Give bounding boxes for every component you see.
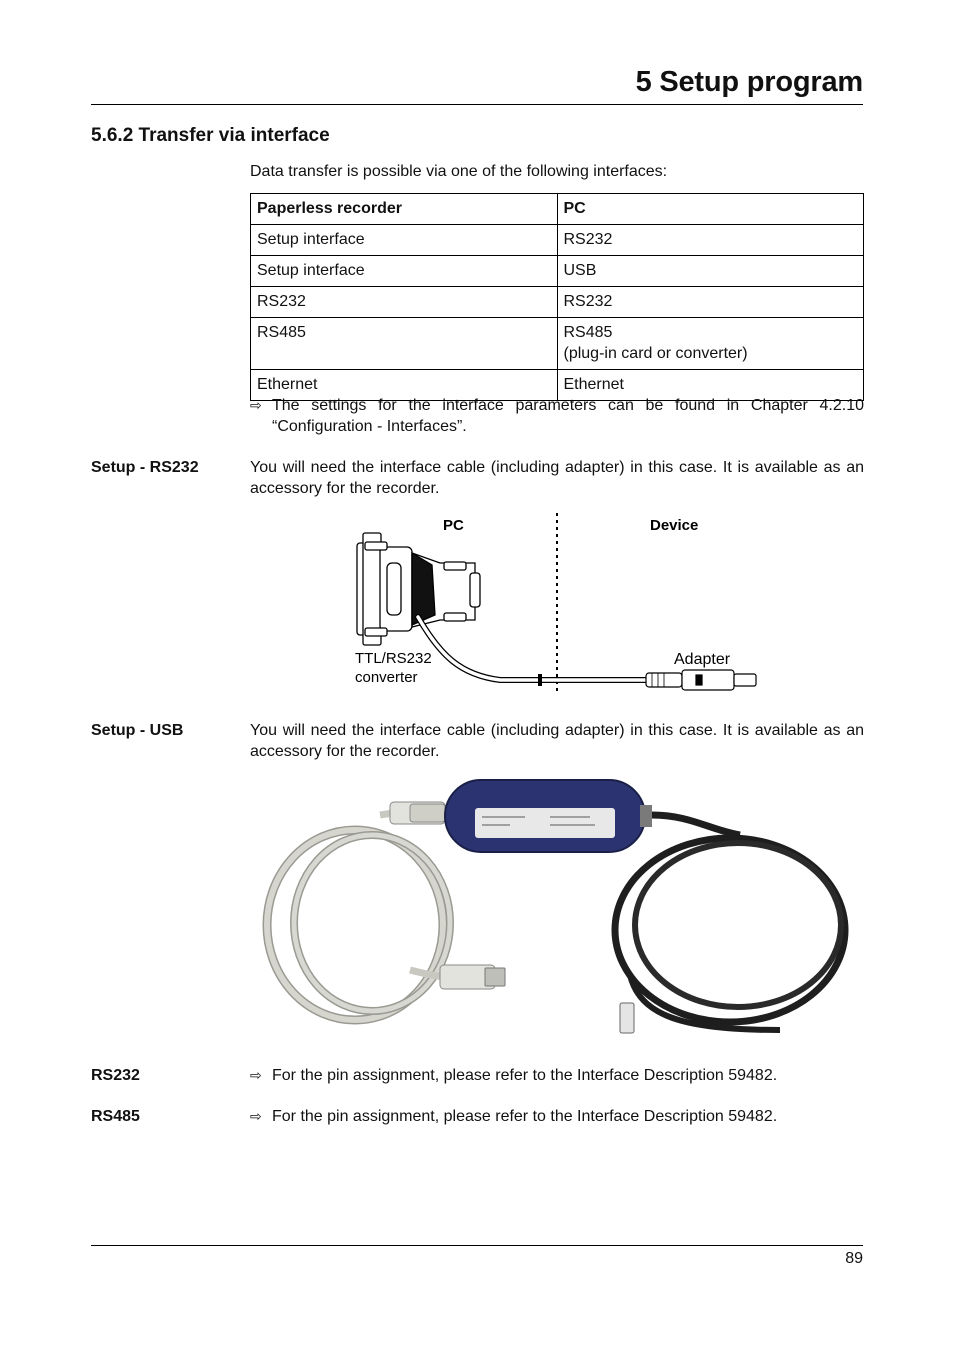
setup-rs232-label: Setup - RS232 [91,459,199,476]
ttl-rs232-converter-icon [357,533,480,645]
converter-label-line2: converter [355,669,418,686]
chapter-title: 5 Setup program [635,66,863,98]
rs485-pin-note [250,1106,864,1127]
settings-note [250,395,864,437]
table-cell: RS232 [251,287,558,318]
arrow-right-icon: ⇨ [250,1067,262,1083]
rs485-pin-text: For the pin assignment, please refer to the Interface Description 59482. [272,1108,778,1125]
diagram-device-label: Device [650,517,699,534]
arrow-right-icon: ⇨ [250,397,262,413]
table-cell: RS485 [251,318,558,370]
converter-label-line1: TTL/RS232 [355,650,432,667]
interface-table [250,193,864,401]
table-cell: RS232 [557,287,864,318]
table-row [251,318,864,370]
table-header-row [251,194,864,225]
table-row [251,256,864,287]
setup-usb-text: You will need the interface cable (including adapter) in this case. It is available as an accessory for the recorder. [250,722,864,760]
rs232-pin-text: For the pin assignment, please refer to the Interface Description 59482. [272,1067,778,1084]
adapter-plug-icon [646,670,756,690]
header-rule [91,104,863,105]
table-header-recorder: Paperless recorder [251,194,558,225]
table-cell-line: (plug-in card or converter) [563,345,748,362]
rs485-pin-label: RS485 [91,1108,140,1125]
table-cell: Setup interface [251,225,558,256]
setup-rs232-text: You will need the interface cable (including adapter) in this case. It is available as an accessory for the recorder. [250,459,864,497]
table-cell-line: RS485 [563,324,613,341]
rs232-pin-note [250,1065,864,1086]
setup-usb-label: Setup - USB [91,722,184,739]
table-row [251,287,864,318]
table-cell [557,318,864,370]
cable-ferrite [538,674,542,686]
footer-rule [91,1245,863,1246]
settings-note-text: The settings for the interface parameters can be found in Chapter 4.2.10 “Configuration - Interfaces”. [272,397,864,435]
table-cell: USB [557,256,864,287]
diagram-pc-label: PC [443,517,464,534]
table-header-pc: PC [557,194,864,225]
device-adapter-plug [620,1003,634,1033]
table-cell: Ethernet [557,370,864,401]
page-number: 89 [845,1250,863,1267]
rs232-cable-diagram [340,505,780,700]
table-cell: Setup interface [251,256,558,287]
rs232-pin-label: RS232 [91,1067,140,1084]
table-cell: RS232 [557,225,864,256]
table-row [251,225,864,256]
intro-text: Data transfer is possible via one of the following interfaces: [250,163,668,180]
section-heading: 5.6.2 Transfer via interface [91,125,330,146]
usb-interface-cable-photo [260,775,860,1040]
converter-type-label [475,808,615,838]
arrow-right-icon: ⇨ [250,1108,262,1124]
adapter-label: Adapter [674,651,731,668]
table-cell: Ethernet [251,370,558,401]
rs232-cable [418,617,650,680]
